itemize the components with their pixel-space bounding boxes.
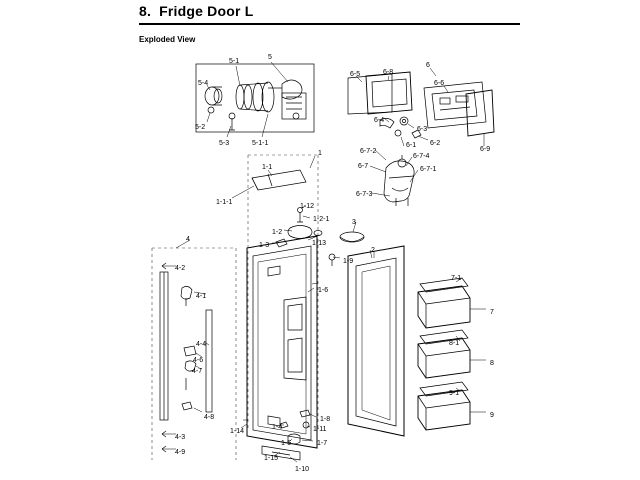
callout-4-1: 4-1: [196, 293, 207, 300]
callout-8: 8: [490, 360, 494, 367]
callout-1-4: 1-4: [272, 424, 283, 431]
callout-4-4: 4-4: [196, 341, 207, 348]
callout-5-2: 5-2: [195, 124, 206, 131]
callout-6-5: 6-5: [350, 71, 361, 78]
callout-4-2: 4-2: [175, 265, 186, 272]
callout-6-6: 6-6: [434, 80, 445, 87]
callout-6-7-3: 6-7-3: [356, 191, 373, 198]
callout-1-3: 1-3: [259, 242, 270, 249]
callout-1-11: 1-11: [313, 426, 327, 433]
callout-6-7-1: 6-7-1: [420, 166, 437, 173]
callout-1-12: 1-12: [300, 203, 315, 210]
callout-1-13: 1-13: [312, 240, 327, 247]
callout-1-15: 1-15: [264, 455, 279, 462]
callout-4-8: 4-8: [204, 414, 215, 421]
callout-1-14: 1-14: [230, 428, 245, 435]
callout-1-9: 1-9: [343, 258, 354, 265]
callout-4-7: 4-7: [192, 368, 203, 375]
callout-6-2: 6-2: [430, 140, 441, 147]
page-subtitle: Exploded View: [139, 35, 196, 44]
callout-1-1-1: 1-1-1: [216, 199, 233, 206]
callout-1-1: 1-1: [262, 164, 273, 171]
callout-9-1: 9-1: [449, 390, 460, 397]
callout-1-10: 1-10: [295, 466, 310, 473]
callout-5-1-1: 5-1-1: [252, 140, 269, 147]
callout-5: 5: [268, 54, 272, 61]
callout-4: 4: [186, 236, 190, 243]
callout-7: 7: [490, 309, 494, 316]
callout-6: 6: [426, 62, 430, 69]
callout-4-9: 4-9: [175, 449, 186, 456]
callout-1-2: 1-2: [272, 229, 283, 236]
callout-4-6: 4-6: [193, 357, 204, 364]
callout-6-7-4: 6-7-4: [413, 153, 430, 160]
callout-1-8: 1-8: [320, 416, 331, 423]
callout-1-2-1: 1-2-1: [313, 216, 330, 223]
callout-6-8: 6-8: [383, 69, 394, 76]
callout-6-7-2: 6-7-2: [360, 148, 377, 155]
callout-9: 9: [490, 412, 494, 419]
callout-6-3: 6-3: [417, 126, 428, 133]
section-title: Fridge Door L: [159, 3, 254, 19]
callout-2: 2: [371, 247, 375, 254]
callout-6-1: 6-1: [406, 142, 417, 149]
callout-5-1: 5-1: [229, 58, 240, 65]
callout-6-4: 6-4: [374, 117, 385, 124]
callout-1: 1: [318, 150, 322, 157]
callout-3: 3: [352, 219, 356, 226]
callout-5-3: 5-3: [219, 140, 230, 147]
callout-1-7: 1-7: [317, 440, 328, 447]
callout-4-3: 4-3: [175, 434, 186, 441]
section-number: 8.: [139, 3, 152, 19]
callout-5-4: 5-4: [198, 80, 209, 87]
callout-1-5: 1-5: [281, 440, 292, 447]
callout-6-7: 6-7: [358, 163, 369, 170]
callout-6-9: 6-9: [480, 146, 491, 153]
callout-7-1: 7-1: [451, 275, 462, 282]
callout-1-6: 1-6: [318, 287, 329, 294]
callout-8-1: 8-1: [449, 340, 460, 347]
